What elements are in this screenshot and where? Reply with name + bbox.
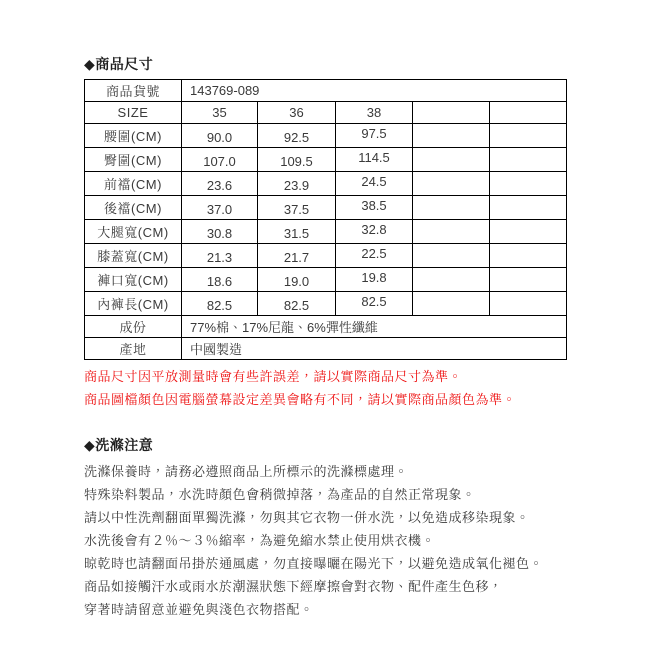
spec-value-cell: 38.5 [336, 196, 413, 220]
spec-empty-cell [490, 244, 567, 268]
item-number-row [85, 80, 567, 102]
spec-value-cell: 31.5 [258, 220, 336, 244]
spec-empty-cell [413, 244, 490, 268]
spec-value-cell: 82.5 [182, 292, 258, 316]
spec-value-cell: 82.5 [258, 292, 336, 316]
item-number-value: 143769-089 [182, 80, 567, 102]
wash-note-line: 請以中性洗劑翻面單獨洗滌，勿與其它衣物一併水洗，以免造成移染現象。 [84, 510, 530, 525]
spec-value-cell: 97.5 [336, 124, 413, 148]
spec-row-back-rise [85, 196, 567, 220]
origin-label: 產地 [85, 338, 182, 360]
size-col-38: 38 [336, 102, 413, 124]
spec-row-waist [85, 124, 567, 148]
wash-note-line: 特殊染料製品，水洗時顏色會稍微掉落，為產品的自然正常現象。 [84, 487, 476, 502]
wash-note-line: 水洗後會有２％～３％縮率，為避免縮水禁止使用烘衣機。 [84, 533, 436, 548]
composition-row [85, 316, 567, 338]
spec-row-leg-opening [85, 268, 567, 292]
spec-empty-cell [490, 220, 567, 244]
item-number-label: 商品貨號 [85, 80, 182, 102]
spec-empty-cell [490, 196, 567, 220]
spec-empty-cell [413, 220, 490, 244]
size-disclaimer-notes [84, 365, 566, 411]
size-col-empty [490, 102, 567, 124]
spec-empty-cell [490, 172, 567, 196]
spec-value-cell: 92.5 [258, 124, 336, 148]
spec-value-cell: 82.5 [336, 292, 413, 316]
spec-value-cell: 30.8 [182, 220, 258, 244]
spec-label-cell: 膝蓋寬(CM) [85, 244, 182, 268]
size-header-row [85, 102, 567, 124]
size-col-35: 35 [182, 102, 258, 124]
spec-value-cell: 32.8 [336, 220, 413, 244]
spec-empty-cell [490, 292, 567, 316]
size-spec-table [84, 79, 567, 360]
spec-value-cell: 23.6 [182, 172, 258, 196]
size-disclaimer-line: 商品尺寸因平放測量時會有些許誤差，請以實際商品尺寸為準。 [84, 369, 463, 384]
spec-row-front-rise [85, 172, 567, 196]
origin-value: 中國製造 [182, 338, 567, 360]
wash-note-line: 穿著時請留意並避免與淺色衣物搭配。 [84, 602, 314, 617]
spec-empty-cell [413, 292, 490, 316]
spec-value-cell: 19.8 [336, 268, 413, 292]
wash-note-line: 商品如接觸汗水或雨水於潮濕狀態下經摩擦會對衣物、配件產生色移， [84, 579, 503, 594]
spec-empty-cell [413, 268, 490, 292]
spec-value-cell: 109.5 [258, 148, 336, 172]
size-header-label: SIZE [85, 102, 182, 124]
spec-value-cell: 24.5 [336, 172, 413, 196]
size-col-empty [413, 102, 490, 124]
spec-value-cell: 107.0 [182, 148, 258, 172]
spec-value-cell: 37.0 [182, 196, 258, 220]
spec-empty-cell [490, 268, 567, 292]
origin-row [85, 338, 567, 360]
spec-label-cell: 臀圍(CM) [85, 148, 182, 172]
spec-label-cell: 前襠(CM) [85, 172, 182, 196]
wash-care-title: ◆洗滌注意 [84, 437, 154, 453]
spec-value-cell: 23.9 [258, 172, 336, 196]
size-col-36: 36 [258, 102, 336, 124]
spec-label-cell: 內褲長(CM) [85, 292, 182, 316]
spec-value-cell: 18.6 [182, 268, 258, 292]
spec-row-thigh [85, 220, 567, 244]
spec-empty-cell [413, 172, 490, 196]
spec-value-cell: 90.0 [182, 124, 258, 148]
spec-empty-cell [490, 124, 567, 148]
spec-empty-cell [413, 148, 490, 172]
spec-label-cell: 大腿寬(CM) [85, 220, 182, 244]
color-disclaimer-line: 商品圖檔顏色因電腦螢幕設定差異會略有不同，請以實際商品顏色為準。 [84, 392, 517, 407]
composition-label: 成份 [85, 316, 182, 338]
spec-label-cell: 腰圍(CM) [85, 124, 182, 148]
spec-value-cell: 114.5 [336, 148, 413, 172]
spec-value-cell: 21.3 [182, 244, 258, 268]
spec-label-cell: 後襠(CM) [85, 196, 182, 220]
product-size-title: ◆商品尺寸 [84, 56, 154, 72]
spec-empty-cell [413, 124, 490, 148]
spec-value-cell: 21.7 [258, 244, 336, 268]
spec-value-cell: 22.5 [336, 244, 413, 268]
wash-note-line: 晾乾時也請翻面吊掛於通風處，勿直接曝曬在陽光下，以避免造成氧化褪色。 [84, 556, 544, 571]
spec-row-hip [85, 148, 567, 172]
spec-empty-cell [490, 148, 567, 172]
composition-value: 77%棉、17%尼龍、6%彈性纖維 [182, 316, 567, 338]
spec-value-cell: 37.5 [258, 196, 336, 220]
spec-label-cell: 褲口寬(CM) [85, 268, 182, 292]
spec-row-inseam [85, 292, 567, 316]
spec-row-knee [85, 244, 567, 268]
wash-note-line: 洗滌保養時，請務必遵照商品上所標示的洗滌標處理。 [84, 464, 409, 479]
spec-empty-cell [413, 196, 490, 220]
product-info-section [84, 56, 566, 621]
wash-care-notes [84, 460, 566, 621]
spec-value-cell: 19.0 [258, 268, 336, 292]
